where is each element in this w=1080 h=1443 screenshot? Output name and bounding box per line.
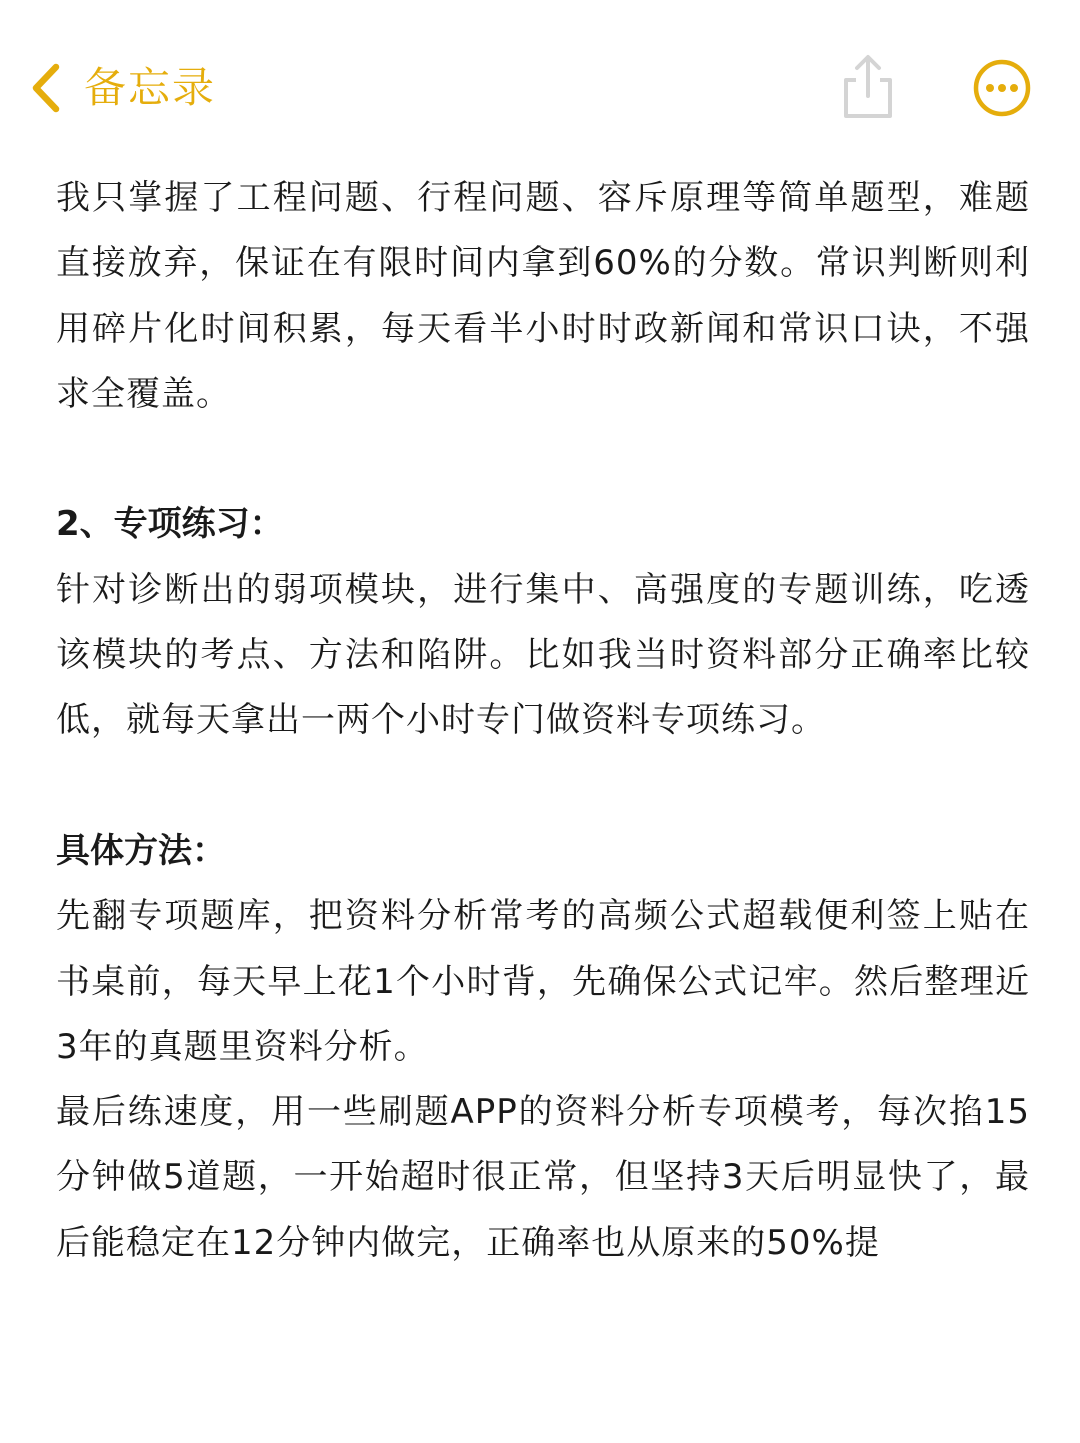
note-paragraph: 先翻专项题库，把资料分析常考的高频公式超载便利签上贴在书桌前，每天早上花1个小时背，先确保公式记牢。然后整理近3年的真题里资料分析。 xyxy=(56,896,1030,1067)
blank-line xyxy=(56,754,1030,819)
section-heading: 具体方法： xyxy=(56,830,226,871)
back-button[interactable] xyxy=(28,58,216,118)
blank-line xyxy=(56,427,1030,492)
more-horizontal-icon xyxy=(972,103,1032,122)
share-button[interactable] xyxy=(838,52,898,122)
share-icon xyxy=(838,107,898,126)
chevron-left-icon xyxy=(28,63,62,113)
note-paragraph: 我只掌握了工程问题、行程问题、容斥原理等简单题型，难题直接放弃，保证在有限时间内拿到60%的分数。常识判断则利用碎片化时间积累，每天看半小时时政新闻和常识口诀，不强求全覆盖。 xyxy=(56,178,1030,414)
back-label: 备忘录 xyxy=(84,63,217,112)
more-button[interactable] xyxy=(972,58,1032,118)
note-paragraph: 针对诊断出的弱项模块，进行集中、高强度的专题训练，吃透该模块的考点、方法和陷阱。比如我当时资料部分正确率比较低，就每天拿出一两个小时专门做资料专项练习。 xyxy=(56,569,1030,741)
navigation-bar xyxy=(0,0,1080,170)
section-heading: 2、专项练习： xyxy=(56,504,284,545)
note-body[interactable] xyxy=(56,166,1030,1276)
note-paragraph: 最后练速度，用一些刷题APP的资料分析专项模考，每次掐15分钟做5道题，一开始超时很正常，但坚持3天后明显快了，最后能稳定在12分钟内做完，正确率也从原来的50%提 xyxy=(56,1092,1030,1263)
